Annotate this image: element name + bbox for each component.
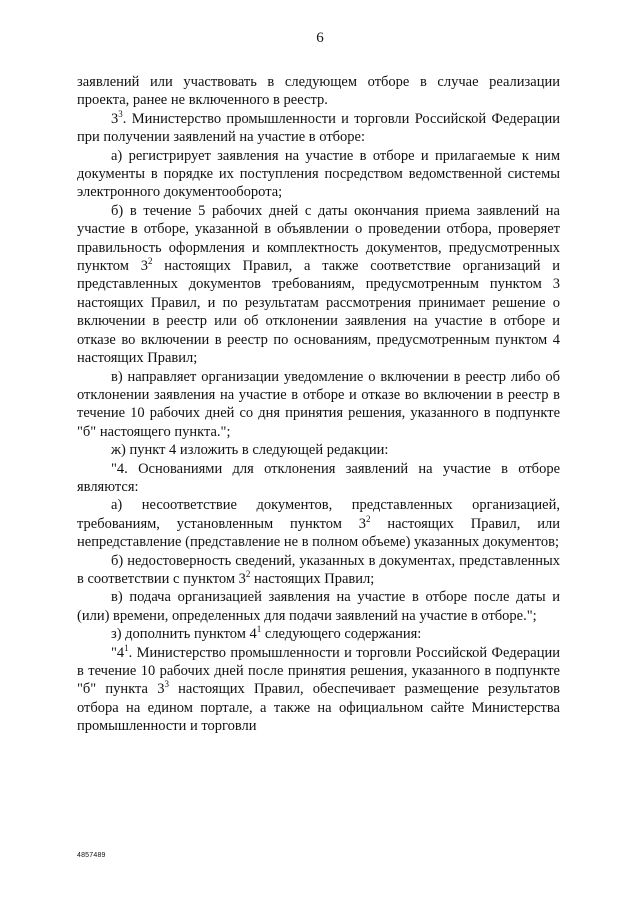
- paragraph-text: следующего содержания:: [261, 626, 422, 643]
- paragraph-reason-a: [77, 496, 560, 551]
- superscript: 2: [245, 568, 251, 579]
- paragraph-subitem-a: а) регистрирует заявления на участие в отборе и прилагаемые к ним документы в порядке их поступления посредством ведомственной системы электронного документооборота;: [77, 147, 560, 201]
- paragraph-item-4-1: [77, 644, 560, 736]
- page-number: 6: [316, 30, 324, 46]
- superscript: 1: [256, 624, 262, 635]
- paragraph-amendment-z: [77, 625, 560, 643]
- paragraph-text: настоящих Правил;: [250, 570, 375, 587]
- superscript: 1: [124, 642, 129, 653]
- paragraph-text: . Министерство промышленности и торговли Российской Федерации при получении заявлений на участие в отборе:: [77, 110, 560, 146]
- paragraph-text: "4: [111, 644, 125, 661]
- paragraph-reason-b: [77, 552, 560, 589]
- paragraph-continuation: заявлений или участвовать в следующем отборе в случае реализации проекта, ранее не включенного в реестр.: [77, 74, 560, 109]
- paragraph-amendment-zh: ж) пункт 4 изложить в следующей редакции:: [111, 442, 389, 459]
- paragraph-text: а) несоответствие документов, представленных организацией, требованиям, установленным пунктом 3: [77, 497, 560, 532]
- superscript: 3: [118, 108, 123, 119]
- paragraph-text: настоящих Правил, или непредставление (представление не в полном объеме) указанных документов;: [77, 515, 560, 551]
- paragraph-subitem-v: в) направляет организации уведомление о включении в реестр либо об отклонении заявления на участие в отборе и отказе во включении в реестр в течение 10 рабочих дней со дня принятия решения, указанного в подпункте "б" настоящего пункта.";: [77, 368, 560, 440]
- document-body: [77, 73, 560, 736]
- paragraph-reason-v: в) подача организацией заявления на участие в отборе после даты и (или) времени, определенных для подачи заявлений на участие в отборе.";: [77, 589, 560, 624]
- superscript: 2: [366, 513, 371, 524]
- paragraph-item-4: "4. Основаниями для отклонения заявлений на участие в отборе являются:: [77, 460, 560, 495]
- paragraph-text: настоящих Правил, а также соответствие организаций и представленных документов требованиям, предусмотренным пунктом 3 настоящих Правил, и по результатам рассмотрения принимает решение о включении в реестр или об отклонении заявления на участие в отборе и отказе во включении в реестр по основаниям, предусмотренным пунктом 4 настоящих Правил;: [77, 258, 561, 367]
- paragraph-subitem-b: [77, 202, 560, 368]
- paragraph-text: настоящих Правил, обеспечивает размещение результатов отбора на едином портале, а также на официальном сайте Министерства промышленности и торговли: [77, 681, 560, 735]
- paragraph-text: б) в течение 5 рабочих дней с даты окончания приема заявлений на участие в отборе, указанной в объявлении о проведении отбора, проверяет правильность оформления и комплектность документов, предусмотренных пунктом 3: [77, 202, 560, 275]
- paragraph-text: 3: [111, 110, 119, 127]
- document-code: 4857489: [77, 852, 106, 859]
- paragraph-text: з) дополнить пунктом 4: [111, 626, 257, 643]
- paragraph-text: б) недостоверность сведений, указанных в документах, представленных в соответствии с пунктом 3: [77, 552, 560, 587]
- paragraph-item-3-3: [77, 110, 560, 147]
- paragraph-text: . Министерство промышленности и торговли Российской Федерации в течение 10 рабочих дней после принятия решения, указанного в подпункте "б" пункта 3: [77, 644, 560, 698]
- superscript: 3: [164, 679, 169, 690]
- superscript: 2: [147, 256, 153, 267]
